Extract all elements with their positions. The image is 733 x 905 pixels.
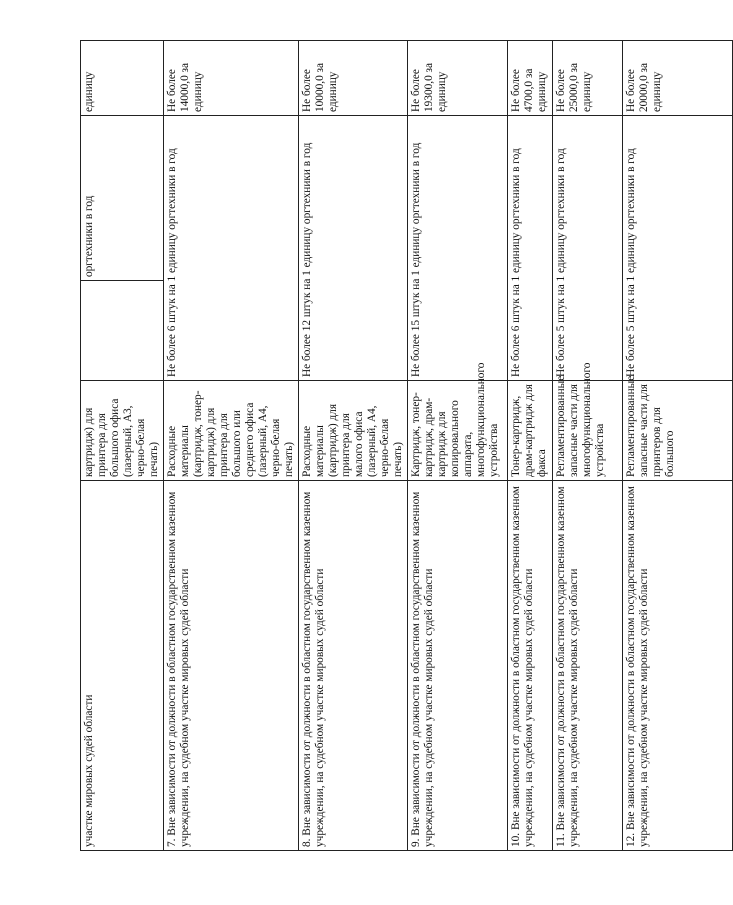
consumables-cell: Расходные материалы (картридж, тонер-картридж) для принтера для большого или среднего офиса (лазерный, А4, черно-белая печать) xyxy=(164,381,299,481)
quantity-cell: Не более 6 штук на 1 единицу оргтехники в год xyxy=(164,116,299,381)
table-row xyxy=(81,41,164,851)
position-cell: 11. Вне зависимости от должности в областном государственном казенном учреждении, на судебном участке мировых судей области xyxy=(553,481,623,851)
consumables-cell: картридж) для принтера для большого офиса (лазерный, А3, черно-белая печать) xyxy=(81,381,164,481)
price-cell: Не более 14000,0 за единицу xyxy=(164,41,299,116)
table-row xyxy=(299,41,408,851)
consumables-cell: Регламентированные запасные части для принтеров для большого xyxy=(623,381,733,481)
table-row xyxy=(164,41,299,851)
usage-cell: оргтехники в год xyxy=(81,116,164,281)
table-row xyxy=(623,41,733,851)
consumables-cell: Расходные материалы (картридж) для принтера для малого офиса (лазерный, А4, черно-белая печать) xyxy=(299,381,408,481)
position-cell: 7. Вне зависимости от должности в областном государственном казенном учреждении, на судебном участке мировых судей области xyxy=(164,481,299,851)
rotated-table-container xyxy=(80,41,676,851)
quantity-cell: Не более 6 штук на 1 единицу оргтехники в год xyxy=(508,116,553,381)
quantity-cell: Не более 5 штук на 1 единицу оргтехники в год xyxy=(553,116,623,381)
consumables-cell: Картридж, тонер-картридж, драм-картридж для копировального аппарата, многофункционального устройства xyxy=(408,381,508,481)
quantity-cell: Не более 15 штук на 1 единицу оргтехники в год xyxy=(408,116,508,381)
quantity-cell: Не более 5 штук на 1 единицу оргтехники в год xyxy=(623,116,733,381)
price-cell: Не более 20000,0 за единицу xyxy=(623,41,733,116)
quantity-cell xyxy=(81,281,164,381)
position-cell: 9. Вне зависимости от должности в областном государственном казенном учреждении, на судебном участке мировых судей области xyxy=(408,481,508,851)
price-cell: единицу xyxy=(81,41,164,116)
position-cell: 12. Вне зависимости от должности в областном государственном казенном учреждении, на судебном участке мировых судей области xyxy=(623,481,733,851)
price-cell: Не более 4700,0 за единицу xyxy=(508,41,553,116)
table-row xyxy=(553,41,623,851)
consumables-cell: Тонер-картридж, драм-картридж для факса xyxy=(508,381,553,481)
quantity-cell: Не более 12 штук на 1 единицу оргтехники в год xyxy=(299,116,408,381)
price-cell: Не более 25000,0 за единицу xyxy=(553,41,623,116)
consumables-norms-table xyxy=(80,40,733,851)
table-row xyxy=(408,41,508,851)
consumables-cell: Регламентированные запасные части для многофункционального устройства xyxy=(553,381,623,481)
table-row xyxy=(508,41,553,851)
position-cell: 10. Вне зависимости от должности в областном государственном казенном учреждении, на судебном участке мировых судей области xyxy=(508,481,553,851)
price-cell: Не более 19300,0 за единицу xyxy=(408,41,508,116)
position-cell: участке мировых судей области xyxy=(81,481,164,851)
price-cell: Не более 10000,0 за единицу xyxy=(299,41,408,116)
position-cell: 8. Вне зависимости от должности в областном государственном казенном учреждении, на судебном участке мировых судей области xyxy=(299,481,408,851)
